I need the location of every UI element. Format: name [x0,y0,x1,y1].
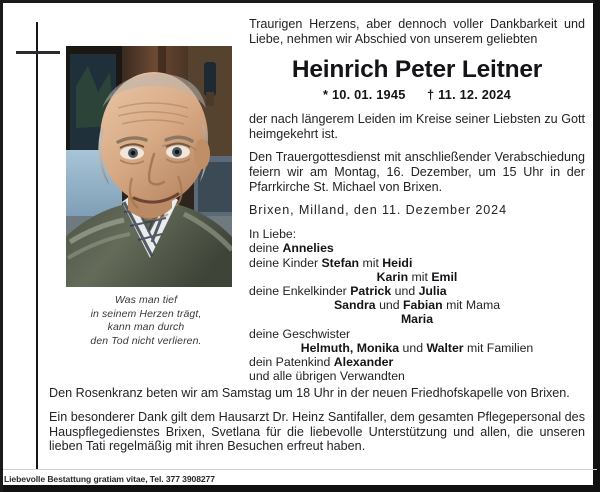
frame-border-bottom [0,485,600,492]
deceased-name: Heinrich Peter Leitner [291,56,543,84]
cross-icon-arm [16,51,60,54]
thanks-paragraph: Ein besonderer Dank gilt dem Hausarzt Dr. Heinz Santifaller, dem gesamten Pflegepersonal des Hauspflegedienstes Brixen, Svetlana für die liebevolle Unterstützung und allen, die unseren lieben Tati regelmäßig mit ihren Besuchen erfreut haben. [49,409,585,454]
family-name: Patrick [350,283,392,298]
family-line-siblings [249,341,585,355]
family-name: Maria [400,312,434,327]
family-name: Heidi [382,255,413,270]
funeral-home-credit: Liebevolle Bestattung gratiam vitae, Tel. 377 3908277 [4,474,215,484]
main-text-column [249,17,585,391]
frame-border-left [0,0,3,492]
family-text: und [399,340,427,355]
epitaph-line-4: den Tod nicht verlieren. [90,334,202,347]
family-text: dein Patenkind [249,354,334,369]
family-name: Alexander [333,354,394,369]
passing-paragraph: der nach längerem Leiden im Kreise seiner Liebsten zu Gott heimgekehrt ist. [249,112,585,141]
place-and-date: Brixen, Milland, den 11. Dezember 2024 [249,203,507,218]
family-text: deine Kinder [249,255,322,270]
family-name: Walter [426,340,464,355]
family-name: Emil [431,269,458,284]
footer-divider [3,469,597,470]
life-dates [249,87,585,102]
family-line-wife [249,241,585,255]
bottom-text-column [49,386,585,463]
family-text: mit [408,269,432,284]
family-line-godchild [249,355,585,369]
death-date: 11. 12. 2024 [438,87,511,103]
intro-paragraph: Traurigen Herzens, aber dennoch voller Dankbarkeit und Liebe, nehmen wir Abschied von unserem geliebten [249,17,585,46]
birth-date: 10. 01. 1945 [331,87,406,103]
epitaph-line-1: Was man tief [114,294,178,306]
family-name: Annelies [282,241,334,256]
family-name: Fabian [403,298,443,313]
rosary-paragraph: Den Rosenkranz beten wir am Samstag um 18 Uhr in der neuen Friedhofskapelle von Brixen. [49,386,570,400]
family-text: mit Familien [463,340,534,355]
epitaph-line-2: in seinem Herzen trägt, [90,307,202,320]
family-name: Helmuth, Monika [300,340,400,355]
family-name: Sandra [333,298,376,313]
death-symbol: † [427,87,435,103]
frame-border-top [0,0,600,3]
epitaph-line-3: kann man durch [107,321,185,333]
family-text: deine Enkelkinder [249,283,351,298]
family-name: Stefan [321,255,360,270]
family-name: Julia [418,283,447,298]
family-text: mit Mama [442,298,501,313]
family-name: Karin [376,269,409,284]
family-heading: In Liebe: [249,227,297,242]
birth-symbol: * [323,87,329,103]
portrait-photo [66,46,232,287]
epitaph-verse [46,294,246,348]
family-text: und [391,283,419,298]
family-text: mit [359,255,383,270]
family-line-children-2 [249,270,585,284]
family-text: deine [249,241,283,256]
cross-icon [36,22,38,470]
family-text: und [375,298,404,313]
family-line-grandchildren-3 [249,312,585,326]
family-line-grandchildren-2 [249,298,585,312]
family-list [249,227,585,383]
family-line-grandchildren-1 [249,284,585,298]
family-line-siblings-label: deine Geschwister [249,326,351,341]
family-line-children-1 [249,256,585,270]
frame-border-right [593,0,600,492]
family-line-relatives: und alle übrigen Verwandten [249,369,405,384]
service-paragraph: Den Trauergottesdienst mit anschließender Verabschiedung feiern wir am Montag, 16. Dezember, um 15 Uhr in der Pfarrkirche St. Michael von Brixen. [249,150,585,194]
